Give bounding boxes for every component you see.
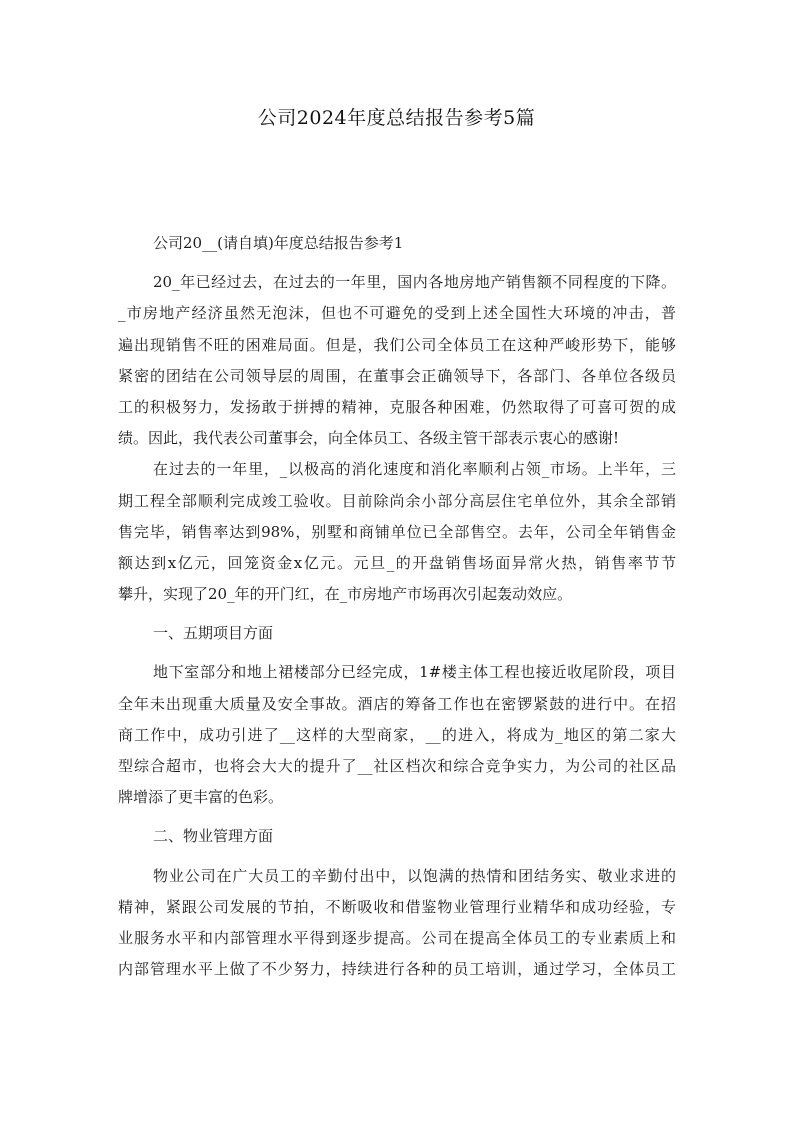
- paragraph-property: [118, 861, 676, 986]
- section-title: 公司20__(请自填)年度总结报告参考1: [153, 234, 404, 252]
- paragraph-line: 绩。因此，我代表公司董事会，向全体员工、各级主管干部表示衷心的感谢!: [118, 429, 620, 448]
- paragraph-line: 地下室部分和地上裙楼部分已经完成，1#楼主体工程也接近收尾阶段，项目: [153, 663, 676, 682]
- paragraph-line: 内部管理水平上做了不少努力，持续进行各种的员工培训，通过学习，全体员工: [118, 960, 676, 979]
- section-heading-phase5: 一、五期项目方面: [153, 624, 274, 643]
- paragraph-intro: [118, 267, 676, 454]
- section-heading-property: 二、物业管理方面: [153, 827, 274, 846]
- paragraph-line: 精神，紧跟公司发展的节拍，不断吸收和借鉴物业管理行业精华和成功经验，专: [118, 897, 676, 916]
- paragraph-line: 额达到x亿元，回笼资金x亿元。元旦_的开盘销售场面异常火热，销售率节节: [118, 553, 676, 572]
- paragraph-line: 商工作中，成功引进了__这样的大型商家，__的进入，将成为_地区的第二家大: [118, 725, 676, 744]
- paragraph-line: 牌增添了更丰富的色彩。: [118, 788, 284, 807]
- paragraph-line: 紧密的团结在公司领导层的周围，在董事会正确领导下，各部门、各单位各级员: [118, 366, 676, 385]
- paragraph-line: 20_年已经过去，在过去的一年里，国内各地房地产销售额不同程度的下降。: [153, 273, 676, 292]
- paragraph-line: 物业公司在广大员工的辛勤付出中，以饱满的热情和团结务实、敬业求进的: [153, 866, 676, 885]
- paragraph-line: 工的积极努力，发扬敢于拼搏的精神，克服各种困难，仍然取得了可喜可贺的成: [118, 397, 676, 416]
- paragraph-line: 售完毕，销售率达到98%，别墅和商铺单位已全部售空。去年，公司全年销售金: [118, 522, 676, 541]
- paragraph-line: 攀升，实现了20_年的开门红，在_市房地产市场再次引起轰动效应。: [118, 585, 573, 604]
- spacer: [118, 610, 676, 618]
- paragraph-line: 型综合超市，也将会大大的提升了__社区档次和综合竞争实力，为公司的社区品: [118, 757, 676, 775]
- spacer: [118, 259, 676, 267]
- paragraph-sales: [118, 454, 676, 610]
- paragraph-line: _市房地产经济虽然无泡沫，但也不可避免的受到上述全国性大环境的冲击，普: [118, 304, 676, 323]
- document-body: [118, 228, 676, 985]
- paragraph-phase5: [118, 657, 676, 813]
- paragraph-line: 遍出现销售不旺的困难局面。但是，我们公司全体员工在这种严峻形势下，能够: [118, 335, 676, 354]
- spacer: [118, 853, 676, 861]
- paragraph-line: 全年未出现重大质量及安全事故。酒店的筹备工作也在密锣紧鼓的进行中。在招: [118, 694, 676, 713]
- document-title: 公司2024年度总结报告参考5篇: [257, 107, 536, 129]
- paragraph-line: 业服务水平和内部管理水平得到逐步提高。公司在提高全体员工的专业素质上和: [118, 928, 676, 947]
- spacer: [118, 649, 676, 657]
- paragraph-line: 在过去的一年里，_以极高的消化速度和消化率顺利占领_市场。上半年，三: [153, 460, 676, 479]
- spacer: [118, 813, 676, 821]
- paragraph-line: 期工程全部顺利完成竣工验收。目前除尚余小部分高层住宅单位外，其余全部销: [118, 491, 676, 510]
